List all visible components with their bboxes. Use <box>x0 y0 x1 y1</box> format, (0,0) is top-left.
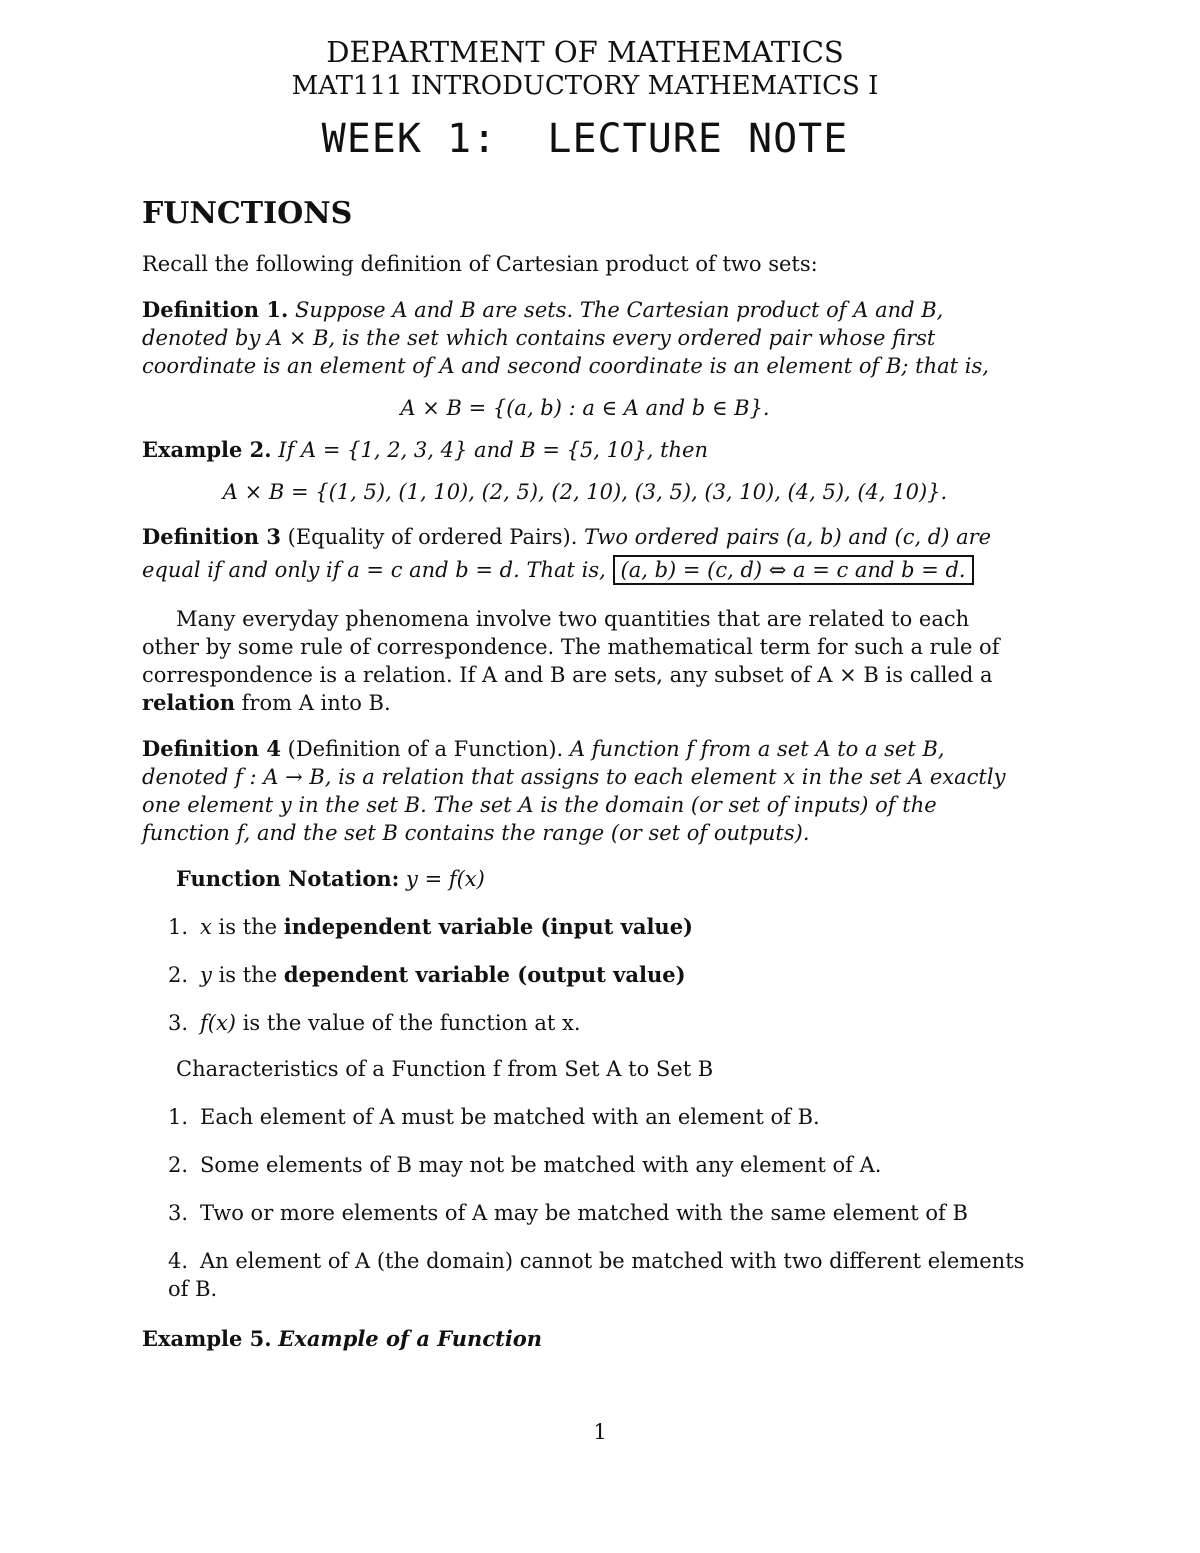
function-notation <box>176 865 1028 893</box>
definition-1-formula: A × B = {(a, b) : a ∈ A and b ∈ B}. <box>400 396 770 420</box>
example-2-text: If A = {1, 2, 3, 4} and B = {5, 10}, then <box>278 438 709 462</box>
definition-4-title: (Definition of a Function). <box>287 737 564 761</box>
example-2-formula: A × B = {(1, 5), (1, 10), (2, 5), (2, 10), (3, 5), (3, 10), (4, 5), (4, 10)}. <box>222 480 948 504</box>
relation-paragraph-before: Many everyday phenomena involve two quantities that are related to each other by some rule of correspondence. The mathematical term for such a rule of correspondence is a relation. If A and B are sets, any subset of A × B is called a <box>142 607 1000 687</box>
definition-4-label: Definition 4 <box>142 736 281 761</box>
page-number: 1 <box>593 1420 607 1444</box>
list-item: 4. An element of A (the domain) cannot be matched with two different elements of B. <box>168 1249 1025 1301</box>
definition-1-text: Suppose A and B are sets. The Cartesian product of A and B, denoted by A × B, is the set which contains every ordered pair whose first coordinate is an element of A and second coordinate is an element of B; that is, <box>142 298 989 378</box>
course-title: MAT111 INTRODUCTORY MATHEMATICS I <box>291 71 879 101</box>
relation-paragraph <box>142 605 1028 717</box>
definition-3-title: (Equality of ordered Pairs). <box>287 525 578 549</box>
notation-list <box>142 913 1028 1037</box>
lecture-page <box>142 34 1028 1353</box>
list-item: 1. Each element of A must be matched with an element of B. <box>168 1105 820 1129</box>
example-2 <box>142 436 1028 506</box>
definition-1-label: Definition 1. <box>142 297 289 322</box>
list-item: 2. y is the dependent variable (output value) <box>168 962 686 987</box>
list-item: 3. f(x) is the value of the function at x. <box>168 1011 581 1035</box>
relation-paragraph-after: from A into B. <box>241 691 391 715</box>
definition-4-text: A function f from a set A to a set B, denoted f : A → B, is a relation that assigns to each element x in the set A exactly one element y in the set B. The set A is the domain (or set of inputs) of the function f, and the set B contains the range (or set of outputs). <box>142 737 1006 845</box>
characteristics-list <box>142 1103 1028 1303</box>
list-item: 3. Two or more elements of A may be matched with the same element of B <box>168 1201 968 1225</box>
definition-3-text: Two ordered pairs (a, b) and (c, d) are equal if and only if a = c and b = d. That is, <box>142 525 992 582</box>
intro-text: Recall the following definition of Cartesian product of two sets: <box>142 252 818 276</box>
department-title: DEPARTMENT OF MATHEMATICS <box>326 35 844 69</box>
list-item: 2. Some elements of B may not be matched with any element of A. <box>168 1153 882 1177</box>
characteristics-heading: Characteristics of a Function f from Set A to Set B <box>176 1057 714 1081</box>
relation-term: relation <box>142 690 235 715</box>
example-2-label: Example 2. <box>142 437 272 462</box>
definition-4 <box>142 735 1028 847</box>
definition-1 <box>142 296 1028 422</box>
header <box>142 34 1028 164</box>
list-item: 1. x is the independent variable (input value) <box>168 914 693 939</box>
week-title: WEEK 1: LECTURE NOTE <box>321 116 849 162</box>
definition-3-boxed-formula: (a, b) = (c, d) ⇔ a = c and b = d. <box>613 555 974 585</box>
definition-3 <box>142 520 1028 587</box>
function-notation-label: Function Notation: <box>176 866 400 891</box>
example-5 <box>142 1325 1028 1353</box>
function-notation-formula: y = f(x) <box>406 867 485 891</box>
definition-3-label: Definition 3 <box>142 524 281 549</box>
example-5-label: Example 5. <box>142 1326 272 1351</box>
example-5-text: Example of a Function <box>278 1326 543 1351</box>
section-title: FUNCTIONS <box>142 196 353 231</box>
